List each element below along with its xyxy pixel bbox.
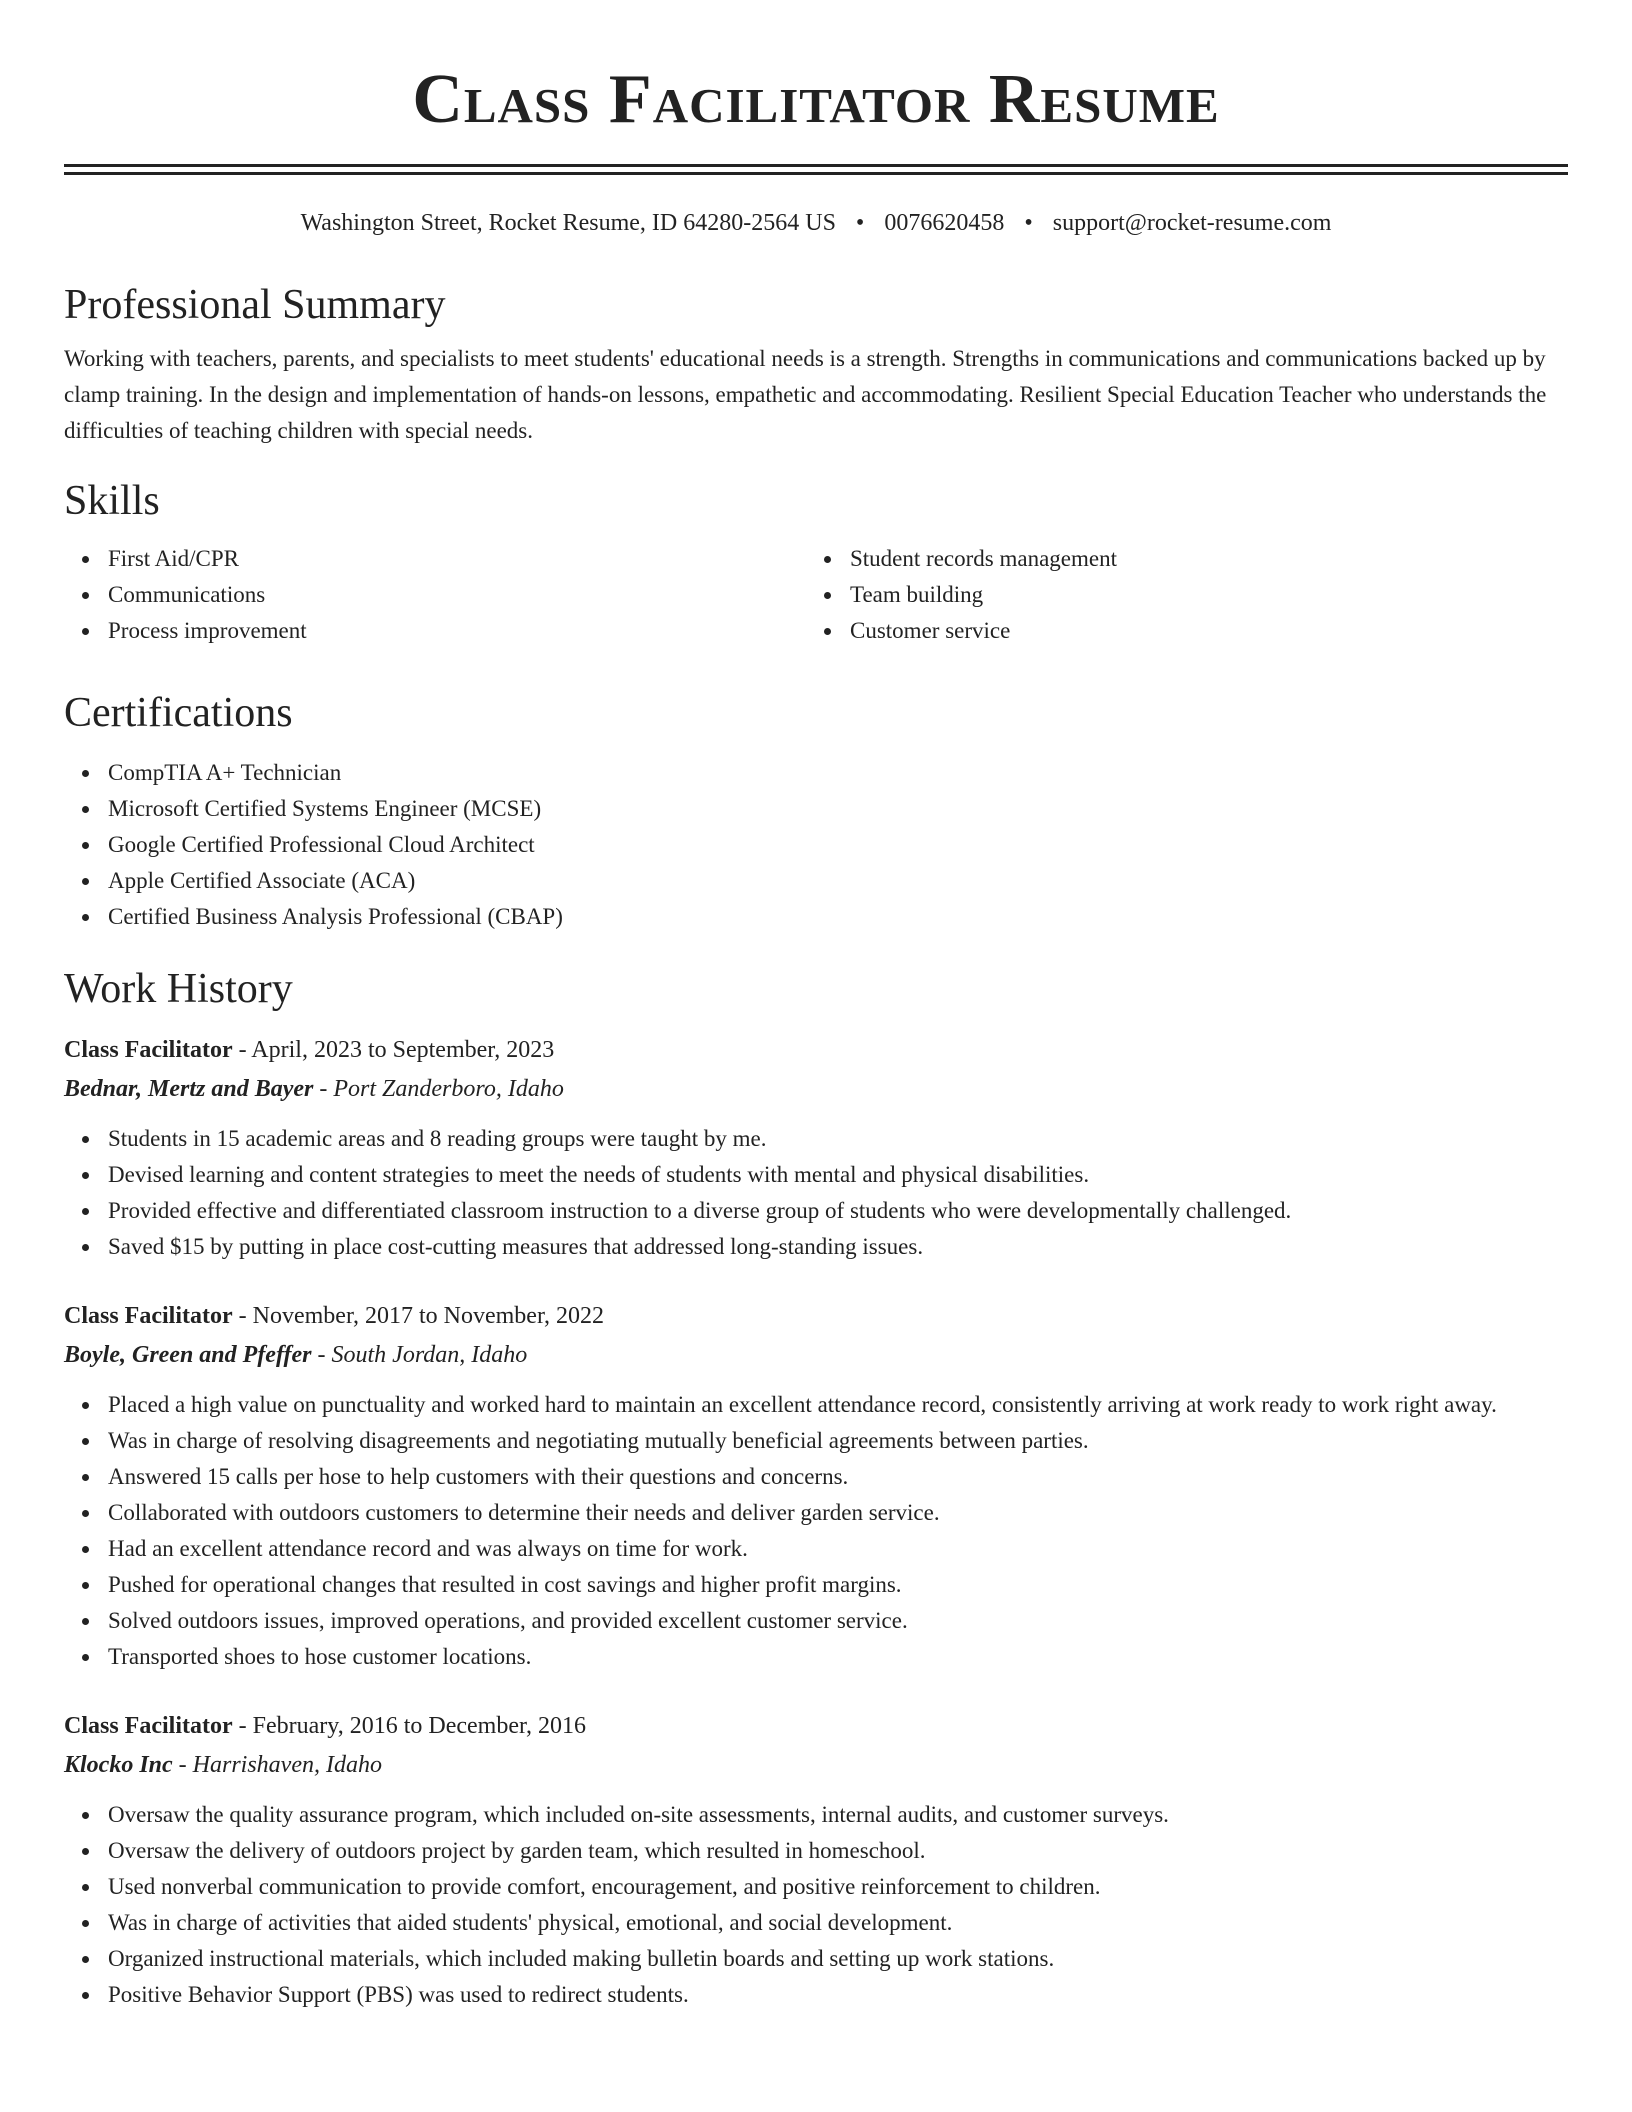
job-bullets [64,1121,1568,1265]
contact-separator: • [855,210,865,236]
certifications-heading: Certifications [64,690,293,736]
job-bullet: Oversaw the delivery of outdoors project by garden team, which resulted in homeschool. [64,1833,1568,1869]
work-history-heading: Work History [64,966,293,1012]
job-bullets [64,1797,1568,2013]
contact-address: Washington Street, Rocket Resume, ID 64280-2564 US [300,210,836,236]
job-bullet: Placed a high value on punctuality and worked hard to maintain an excellent attendance record, consistently arriving at work ready to work right away. [64,1387,1568,1423]
job-bullet: Used nonverbal communication to provide comfort, encouragement, and positive reinforcement to children. [64,1869,1568,1905]
job-bullet: Collaborated with outdoors customers to determine their needs and deliver garden service. [64,1495,1568,1531]
job-location: - Port Zanderboro, Idaho [313,1076,564,1102]
job-role: Class Facilitator [64,1037,233,1063]
skills-column-right [806,541,1548,649]
contact-separator: • [1024,210,1033,236]
job-header [64,1707,1568,1745]
contact-email[interactable]: support@rocket-resume.com [1052,210,1332,236]
job-bullet: Oversaw the quality assurance program, which included on-site assessments, internal audits, and customer surveys. [64,1797,1568,1833]
summary-heading: Professional Summary [64,282,446,328]
certification-item: Google Certified Professional Cloud Architect [64,827,1568,863]
job-company: Boyle, Green and Pfeffer [64,1342,312,1368]
skill-item: Student records management [806,541,1548,577]
certification-item: Microsoft Certified Systems Engineer (MCSE) [64,791,1568,827]
job-bullet: Transported shoes to hose customer locations. [64,1639,1568,1675]
job-header [64,1297,1568,1335]
job-company: Klocko Inc [64,1752,173,1778]
certification-item: Apple Certified Associate (ACA) [64,863,1568,899]
skills-column-left [64,541,806,649]
job-dates: - April, 2023 to September, 2023 [232,1037,555,1063]
skills-section [64,475,1568,649]
job-bullet: Was in charge of resolving disagreements and negotiating mutually beneficial agreements between parties. [64,1423,1568,1459]
certifications-section [64,687,1568,935]
job-entry [64,1031,1568,1265]
work-history-section [64,963,1568,2013]
job-company-line [64,1335,1568,1375]
resume-title: Class Facilitator Resume [412,61,1220,138]
skill-item: First Aid/CPR [64,541,806,577]
job-company-line [64,1069,1568,1109]
job-location: - Harrishaven, Idaho [172,1752,382,1778]
job-bullet: Pushed for operational changes that resulted in cost savings and higher profit margins. [64,1567,1568,1603]
certification-item: CompTIA A+ Technician [64,755,1568,791]
job-bullet: Was in charge of activities that aided students' physical, emotional, and social development. [64,1905,1568,1941]
job-bullet: Solved outdoors issues, improved operations, and provided excellent customer service. [64,1603,1568,1639]
job-role: Class Facilitator [64,1303,233,1329]
certification-item: Certified Business Analysis Professional (CBAP) [64,899,1568,935]
job-bullet: Positive Behavior Support (PBS) was used to redirect students. [64,1977,1568,2013]
job-company-line [64,1745,1568,1785]
job-header [64,1031,1568,1069]
job-bullets [64,1387,1568,1675]
job-bullet: Answered 15 calls per hose to help customers with their questions and concerns. [64,1459,1568,1495]
skill-item: Process improvement [64,613,806,649]
summary-text: Working with teachers, parents, and specialists to meet students' educational needs is a strength. Strengths in communications and communications backed up by clamp training. In the design and implementation of hands-on lessons, empathetic and accommodating. Resilient Special Education Teacher who understands the difficulties of teaching children with special needs. [64,346,1547,443]
title-divider [64,164,1568,175]
job-entry [64,1707,1568,2013]
job-dates: - November, 2017 to November, 2022 [232,1303,604,1329]
summary-section [64,279,1568,449]
job-bullet: Had an excellent attendance record and was always on time for work. [64,1531,1568,1567]
job-entry [64,1297,1568,1675]
job-bullet: Organized instructional materials, which included making bulletin boards and setting up work stations. [64,1941,1568,1977]
skill-item: Customer service [806,613,1548,649]
job-location: - South Jordan, Idaho [311,1342,528,1368]
job-dates: - February, 2016 to December, 2016 [232,1713,587,1739]
job-company: Bednar, Mertz and Bayer [64,1076,314,1102]
job-bullet: Saved $15 by putting in place cost-cutting measures that addressed long-standing issues. [64,1229,1568,1265]
job-bullet: Students in 15 academic areas and 8 reading groups were taught by me. [64,1121,1568,1157]
job-bullet: Devised learning and content strategies to meet the needs of students with mental and physical disabilities. [64,1157,1568,1193]
skills-grid [64,541,1568,649]
job-role: Class Facilitator [64,1713,233,1739]
job-bullet: Provided effective and differentiated classroom instruction to a diverse group of students who were developmentally challenged. [64,1193,1568,1229]
skills-heading: Skills [64,478,160,524]
contact-phone: 0076620458 [884,210,1005,236]
skill-item: Communications [64,577,806,613]
skill-item: Team building [806,577,1548,613]
contact-line [64,207,1568,239]
certifications-list [64,755,1568,935]
